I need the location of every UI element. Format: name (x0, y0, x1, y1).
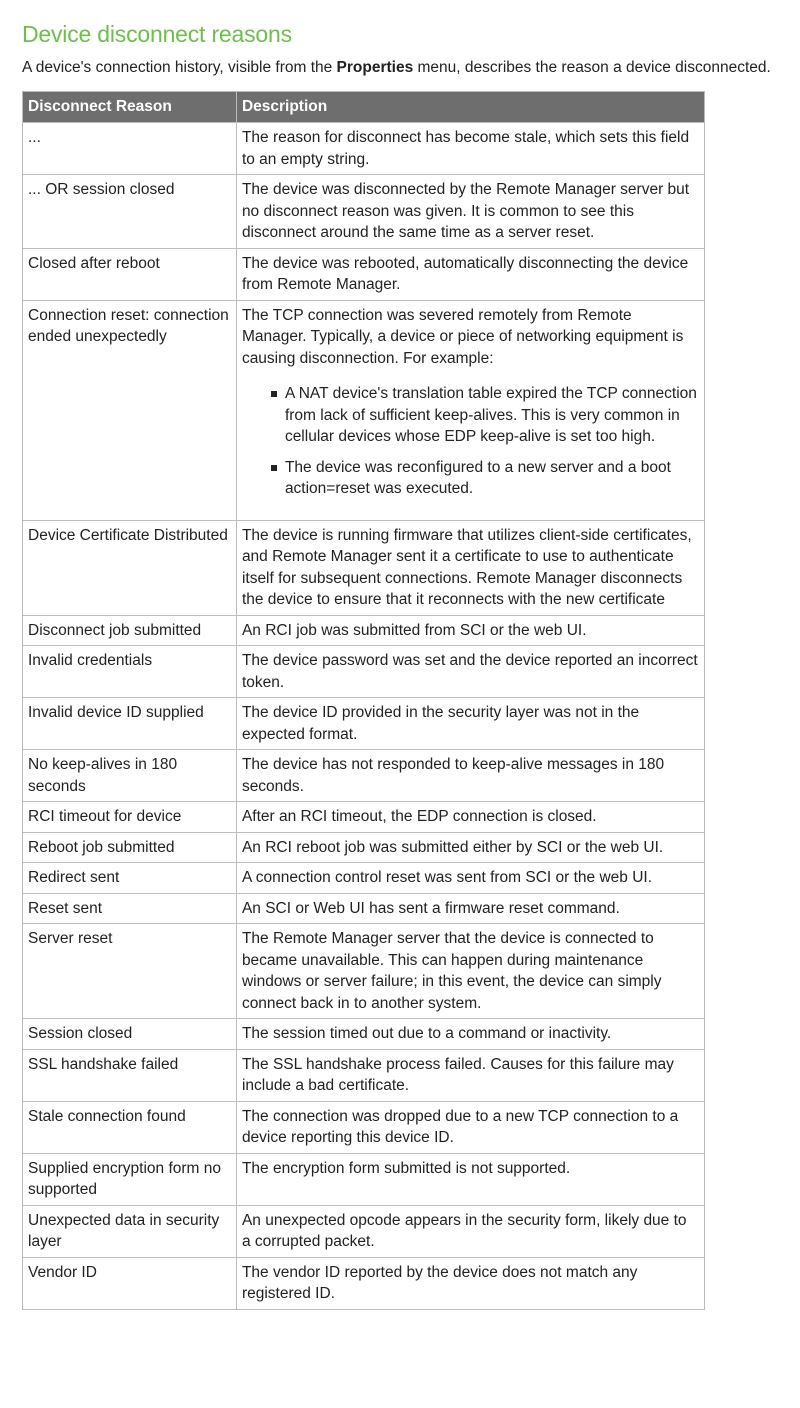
table-row (23, 1101, 705, 1153)
table-row (23, 1019, 705, 1050)
table-row (23, 1257, 705, 1309)
table-row (23, 646, 705, 698)
description-cell: An SCI or Web UI has sent a firmware reset command. (236, 893, 704, 924)
description-cell: The device was disconnected by the Remote Manager server but no disconnect reason was given. It is common to see this disconnect around the same time as a server reset. (236, 175, 704, 249)
table-row (23, 863, 705, 894)
description-cell: The Remote Manager server that the device is connected to became unavailable. This can happen during maintenance windows or server failure; in this event, the device can simply connect back in to another system. (236, 924, 704, 1019)
page-title: Device disconnect reasons (22, 21, 292, 47)
table-row (23, 893, 705, 924)
reason-cell: Closed after reboot (23, 248, 237, 300)
reason-cell: No keep-alives in 180 seconds (23, 750, 237, 802)
reason-cell: ... OR session closed (23, 175, 237, 249)
description-cell (236, 300, 704, 520)
description-cell: A connection control reset was sent from SCI or the web UI. (236, 863, 704, 894)
description-text: The TCP connection was severed remotely from Remote Manager. Typically, a device or piece of networking equipment is causing disconnection. For example: (241, 306, 684, 367)
reason-cell: Unexpected data in security layer (23, 1205, 237, 1257)
disconnect-reasons-table (22, 91, 705, 1310)
description-cell: The device has not responded to keep-alive messages in 180 seconds. (236, 750, 704, 802)
description-cell: An RCI job was submitted from SCI or the web UI. (236, 615, 704, 646)
table-row (23, 750, 705, 802)
table-body (23, 123, 705, 1310)
intro-text-before: A device's connection history, visible from the (22, 59, 337, 76)
intro-text-after: menu, describes the reason a device disconnected. (413, 59, 771, 76)
description-cell: An RCI reboot job was submitted either by SCI or the web UI. (236, 832, 704, 863)
table-row (23, 1049, 705, 1101)
reason-cell: RCI timeout for device (23, 802, 237, 833)
table-header-row (23, 92, 705, 123)
reason-cell: Supplied encryption form no supported (23, 1153, 237, 1205)
table-row (23, 248, 705, 300)
description-cell: The connection was dropped due to a new TCP connection to a device reporting this device ID. (236, 1101, 704, 1153)
column-header-reason: Disconnect Reason (23, 92, 237, 123)
reason-cell: Server reset (23, 924, 237, 1019)
reason-cell: Stale connection found (23, 1101, 237, 1153)
table-row (23, 1205, 705, 1257)
table-row (23, 832, 705, 863)
description-cell: The vendor ID reported by the device does not match any registered ID. (236, 1257, 704, 1309)
table-row (23, 924, 705, 1019)
list-item: The device was reconfigured to a new server and a boot action=reset was executed. (285, 457, 699, 500)
reason-cell: ... (23, 123, 237, 175)
properties-menu-reference: Properties (336, 59, 414, 76)
list-item: A NAT device's translation table expired the TCP connection from lack of sufficient keep-alives. This is very common in cellular devices whose EDP keep-alive is set too high. (285, 383, 699, 448)
table-row (23, 615, 705, 646)
description-cell: After an RCI timeout, the EDP connection is closed. (236, 802, 704, 833)
reason-cell: Redirect sent (23, 863, 237, 894)
table-row (23, 1153, 705, 1205)
table-row (23, 698, 705, 750)
description-cell: The device ID provided in the security layer was not in the expected format. (236, 698, 704, 750)
reason-cell: Invalid device ID supplied (23, 698, 237, 750)
description-cell: The reason for disconnect has become stale, which sets this field to an empty string. (236, 123, 704, 175)
reason-cell: Vendor ID (23, 1257, 237, 1309)
table-row (23, 520, 705, 615)
description-cell: The encryption form submitted is not supported. (236, 1153, 704, 1205)
description-cell: The SSL handshake process failed. Causes for this failure may include a bad certificate. (236, 1049, 704, 1101)
reason-cell: Connection reset: connection ended unexpectedly (23, 300, 237, 520)
reason-cell: Device Certificate Distributed (23, 520, 237, 615)
table-row (23, 300, 705, 520)
example-list (242, 383, 699, 500)
table-row (23, 123, 705, 175)
intro-paragraph (22, 56, 778, 80)
description-cell: An unexpected opcode appears in the security form, likely due to a corrupted packet. (236, 1205, 704, 1257)
reason-cell: Disconnect job submitted (23, 615, 237, 646)
reason-cell: SSL handshake failed (23, 1049, 237, 1101)
column-header-description: Description (236, 92, 704, 123)
reason-cell: Reset sent (23, 893, 237, 924)
description-cell: The device password was set and the device reported an incorrect token. (236, 646, 704, 698)
description-cell: The session timed out due to a command or inactivity. (236, 1019, 704, 1050)
table-row (23, 175, 705, 249)
reason-cell: Invalid credentials (23, 646, 237, 698)
reason-cell: Session closed (23, 1019, 237, 1050)
table-row (23, 802, 705, 833)
description-cell: The device was rebooted, automatically disconnecting the device from Remote Manager. (236, 248, 704, 300)
description-cell: The device is running firmware that utilizes client-side certificates, and Remote Manager sent it a certificate to use to authenticate itself for subsequent connections. Remote Manager disconnects the device to ensure that it reconnects with the new certificate (236, 520, 704, 615)
reason-cell: Reboot job submitted (23, 832, 237, 863)
